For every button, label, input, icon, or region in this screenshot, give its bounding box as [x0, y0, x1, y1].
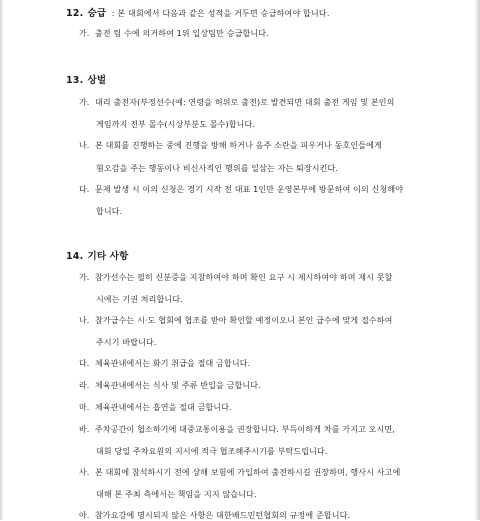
- list-marker: 사.: [79, 468, 90, 477]
- section-title: 기타 사항: [87, 251, 129, 262]
- page-left-edge: [0, 0, 4, 520]
- section-number: 13.: [66, 75, 84, 86]
- list-item-line: 출전 팀 수에 의거하여 1위 입상팀만 승급합니다.: [95, 29, 269, 38]
- list-item-line: 주시기 바랍니다.: [96, 338, 157, 347]
- section-number: 12.: [66, 8, 84, 19]
- list-marker: 가.: [79, 29, 90, 38]
- list-marker: 다.: [79, 185, 90, 194]
- section-title: 상벌: [87, 75, 107, 86]
- list-item-line: 주차공간이 협소하기에 대중교통이용을 권장합니다. 부득이하게 차를 가지고 오시면,: [95, 425, 395, 434]
- list-marker: 나.: [79, 141, 90, 150]
- list-marker: 라.: [79, 381, 90, 390]
- section-number: 14.: [66, 251, 84, 262]
- list-item-line: 시에는 기권 처리합니다.: [96, 295, 183, 304]
- list-item-line: 합니다.: [96, 207, 123, 216]
- page-right-edge: [474, 0, 480, 520]
- list-item-line: 혐오감을 주는 행동이나 비신사적인 행위를 일삼는 자는 퇴장시킨다.: [96, 164, 339, 173]
- list-item-line: 참가요강에 명시되지 않은 사항은 대한배드민턴협회의 규정에 준합니다.: [95, 511, 351, 520]
- list-marker: 나.: [79, 316, 90, 325]
- list-item-line: 체육관내에서는 화기 취급을 절대 금합니다.: [95, 359, 251, 368]
- list-item-line: 대리 출전자(부정선수(예: 연령을 허위로 출전)로 발견되면 대회 출전 게임 및 본인의: [95, 98, 395, 107]
- list-item-line: 참가급수는 시·도 협회에 협조를 받아 확인할 예정이오니 본인 급수에 맞게 접수하여: [95, 316, 393, 325]
- list-item-line: 체육관내에서는 흡연을 절대 금합니다.: [95, 403, 232, 412]
- list-marker: 마.: [79, 403, 90, 412]
- list-marker: 가.: [79, 98, 90, 107]
- list-item-line: 참가선수는 필히 신분증을 지참하여야 하며 확인 요구 시 제시하여야 하며 제시 못할: [95, 273, 393, 282]
- list-item-line: 본 대회에 참석하시기 전에 상해 보험에 가입하여 출전하시길 권장하며, 행사시 사고에: [95, 468, 401, 477]
- list-marker: 다.: [79, 359, 90, 368]
- list-marker: 아.: [79, 511, 90, 520]
- list-item-line: 게임까지 전부 몰수(시상부분도 몰수)합니다.: [96, 120, 256, 129]
- list-item-line: 체육관내에서는 식사 및 주류 반입을 금합니다.: [95, 381, 261, 390]
- section-13-heading: [66, 72, 106, 86]
- list-item-line: 대회 당일 주차요원의 지시에 적극 협조해주시기를 부탁드립니다.: [96, 447, 328, 456]
- list-marker: 가.: [79, 273, 90, 282]
- section-14-heading: [66, 248, 128, 262]
- list-item-line: 대해 본 주최 측에서는 책임을 지지 않습니다.: [96, 490, 257, 499]
- section-heading-text: : 본 대회에서 다음과 같은 성적을 거두면 승급하여야 합니다.: [111, 9, 330, 18]
- section-title: 승급: [87, 8, 107, 19]
- list-marker: 바.: [79, 425, 90, 434]
- section-12-heading: [66, 5, 330, 19]
- list-item-line: 본 대회를 진행하는 중에 진행을 방해 하거나 음주 소란을 피우거나 동호인들에게: [95, 141, 382, 150]
- list-item-line: 문제 발생 시 이의 신청은 경기 시작 전 대표 1인만 운영본부에 방문하여 이의 신청해야: [95, 185, 404, 194]
